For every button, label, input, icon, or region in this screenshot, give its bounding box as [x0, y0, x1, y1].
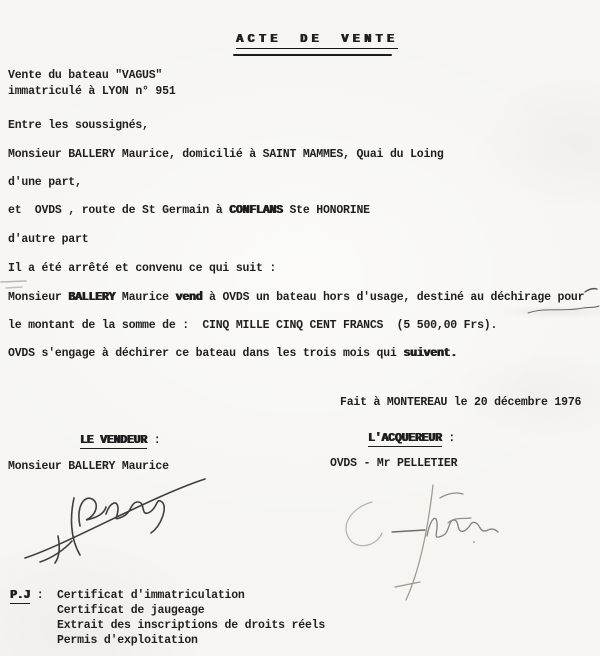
pen-scribble-artifact — [525, 285, 600, 320]
line-agreement: Il a été arrêté et convenu ce qui suit : — [8, 262, 277, 275]
attachments-label-text: P.J — [10, 589, 31, 602]
line-engage-clause — [8, 347, 457, 361]
seller-name: Monsieur BALLERY Maurice — [8, 460, 169, 473]
seller-signature-image — [10, 470, 220, 575]
buyer-address-city: CONFLANS — [229, 204, 283, 217]
buyer-name: OVDS - Mr PELLETIER — [330, 457, 458, 470]
line-dautre-part: d'autre part — [8, 233, 89, 246]
seller-heading-text: LE VENDEUR — [80, 434, 148, 447]
buyer-address-post: Ste HONORINE — [282, 204, 370, 217]
sale-seller-name: BALLERY — [68, 291, 116, 304]
attachment-item: Extrait des inscriptions de droits réels — [57, 619, 326, 632]
sale-verb: vend — [175, 291, 203, 304]
line-sale-clause — [8, 291, 584, 305]
attachment-item: Permis d'exploitation — [57, 634, 198, 647]
line-dune-part: d'une part, — [8, 176, 82, 189]
line-entre-les-soussignes: Entre les soussignés, — [8, 119, 149, 132]
attachment-item: Certificat de jaugeage — [57, 604, 205, 617]
line-buyer-address — [8, 204, 370, 218]
date-line: Fait à MONTEREAU le 20 décembre 1976 — [340, 396, 582, 409]
buyer-heading-text: L'ACQUEREUR — [368, 432, 442, 445]
title-wrap — [236, 32, 398, 47]
title-underline — [233, 54, 392, 56]
seller-heading-colon: : — [147, 434, 161, 447]
engage-strong: suivent. — [403, 347, 457, 360]
engage-pre: OVDS s'engage à déchirer ce bateau dans les trois mois qui — [8, 347, 404, 360]
attachment-item: Certificat d'immatriculation — [57, 589, 245, 602]
buyer-address-pre: et OVDS , route de St Germain à — [8, 204, 230, 217]
subject-line-2: immatriculé à LYON n° 951 — [8, 85, 176, 98]
buyer-heading — [368, 432, 455, 446]
subject-line-1: Vente du bateau "VAGUS" — [8, 69, 163, 82]
document-title: ACTE DE VENTE — [236, 32, 398, 49]
smudge-dashes-artifact — [0, 278, 50, 292]
seller-heading — [80, 434, 160, 448]
sale-pre: Monsieur — [8, 291, 69, 304]
line-amount: le montant de la somme de : CINQ MILLE CINQ CENT FRANCS (5 500,00 Frs). — [8, 319, 498, 332]
buyer-signature-image — [330, 480, 550, 615]
sale-post: à OVDS un bateau hors d'usage, destiné au déchirage pour — [202, 291, 585, 304]
sale-mid: Maurice — [115, 291, 176, 304]
buyer-heading-colon: : — [441, 432, 456, 445]
line-seller-identity: Monsieur BALLERY Maurice, domicilié à SAINT MAMMES, Quai du Loing — [8, 148, 444, 161]
attachments-label-colon: : — [30, 589, 44, 602]
attachments-label — [10, 589, 44, 603]
